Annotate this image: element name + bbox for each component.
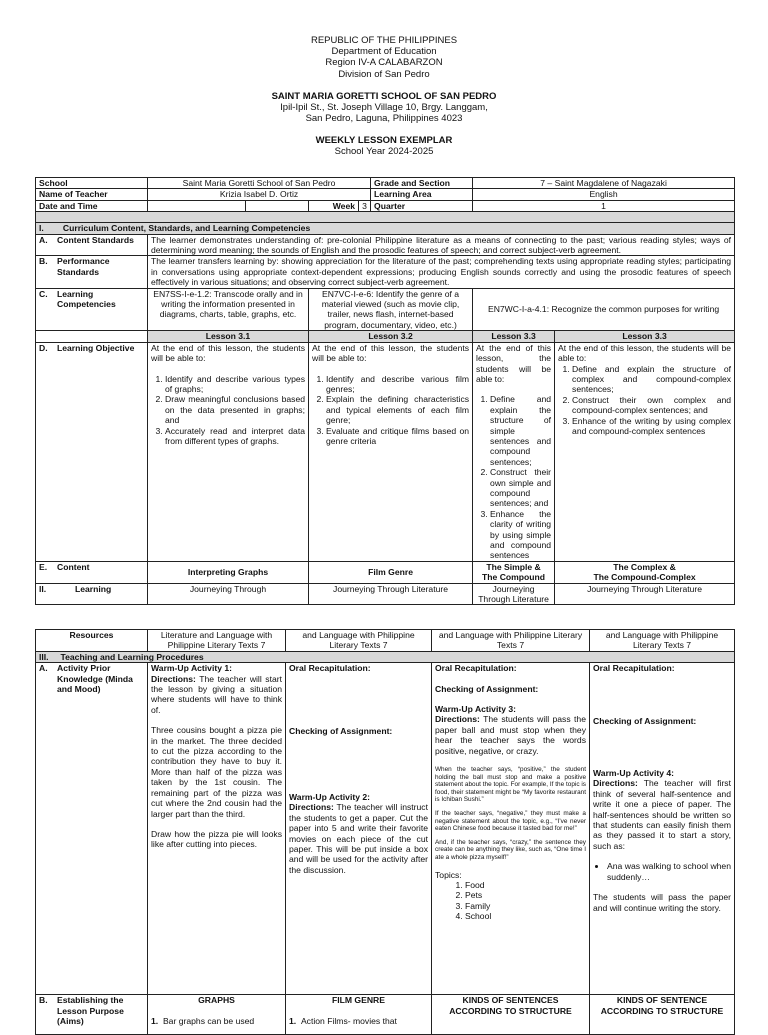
resource-cont-3: and Language with Philippine Literary Texts 7: [432, 630, 590, 652]
content-standards-text: The learner demonstrates understanding of: pre-colonial Philippine literature as a means of connecting to the past; various reading styles; ways of determining word meaning; the sounds of English and the prosodic features of speech; and correct subject-verb agreement.: [148, 234, 735, 256]
document-title: WEEKLY LESSON EXEMPLAR: [315, 135, 453, 146]
date-label: Date and Time: [36, 200, 148, 211]
warmup-activity-3: Oral Recapitulation: Checking of Assignment: Warm-Up Activity 3: Directions: The students will pass the paper ball and must stop when they hear the teacher says the words positive, negative, or crazy. When the teacher says, “positive,” the student holding the ball must stop and make a positive statement about the topic. For example, If the topic is food, their statement might be “My favorite restaurant is Ichiban Sushi.” If the teacher says, “negative,” they must make a negative statement about the topic, e.g., “I’ve never eaten Chinese food because it tasted bad for me!” And, if the teacher says, “crazy,” the sentence they create can be anything they like, such as, “One time I ate a whole pizza myself!” Topics: 1. Food 2. Pets 3. Family 4. School: [432, 663, 590, 995]
purpose-kinds-sentences-1: KINDS OF SENTENCES ACCORDING TO STRUCTURE: [432, 995, 590, 1035]
content-label: E. Content: [36, 561, 148, 583]
objective-label: D. Learning Objective: [36, 342, 148, 561]
area-label: Learning Area: [371, 189, 473, 200]
week-label: Week: [309, 200, 359, 211]
resource-2: Journeying Through Literature: [309, 583, 473, 605]
purpose-kinds-sentences-2: KINDS OF SENTENCE ACCORDING TO STRUCTURE: [590, 995, 735, 1035]
performance-standards-label: B. Performance Standards: [36, 256, 148, 288]
republic-line: REPUBLIC OF THE PHILIPPINES: [310, 35, 458, 46]
purpose-film-genre: FILM GENRE 1. Action Films- movies that: [286, 995, 432, 1035]
content-2: Film Genre: [309, 561, 473, 583]
school-label: School: [36, 178, 148, 189]
content-4: The Complex & The Compound-Complex: [555, 561, 735, 583]
section1-num: I.: [39, 223, 44, 234]
school-year: School Year 2024-2025: [334, 146, 434, 158]
competency-3: EN7WC-I-a-4.1: Recognize the common purposes for writing: [473, 288, 735, 331]
teacher-value: Krizia Isabel D. Ortiz: [148, 189, 371, 200]
spacer-row: [36, 212, 735, 223]
lesson-header-4: Lesson 3.3: [555, 331, 735, 342]
content-1: Interpreting Graphs: [148, 561, 309, 583]
school-address-1: Ipil-Ipil St., St. Joseph Village 10, Brgy. Langgam,: [280, 102, 488, 114]
resource-1: Journeying Through: [148, 583, 309, 605]
date-value: [148, 200, 246, 211]
purpose-graphs: GRAPHS 1. Bar graphs can be used: [148, 995, 286, 1035]
activity-prior-label: A. Activity Prior Knowledge (Minda and Mood): [36, 663, 148, 995]
teacher-label: Name of Teacher: [36, 189, 148, 200]
content-3: The Simple & The Compound: [473, 561, 555, 583]
warmup-activity-4: Oral Recapitulation: Checking of Assignment: Warm-Up Activity 4: Directions: The teacher will first think of several half-sentence and write it one a piece of paper. The half-sentences should be written so that students can easily finish them as they passed it to start a story, such as: • Ana was walking to school when suddenly… The students will pass the paper and will continue writing the story.: [590, 663, 735, 995]
resource-4: Journeying Through Literature: [555, 583, 735, 605]
performance-standards-text: The learner transfers learning by: showing appreciation for the literature of the past; comprehending texts using appropriate reading styles; participating in conversations using appropriate context-dependent expressions; producing English sounds correctly and using the prosodic features of speech effectively in various situations; and observing correct subject-verb agreement.: [148, 256, 735, 288]
warmup-activity-1: Warm-Up Activity 1: Directions: The teacher will start the lesson by giving a situation where students will have to think of. Three cousins bought a pizza pie in the market. The three decided to cut the pizza according to the contribution they have to buy it. More than half of the pizza was taken by the 1st cousin. The remaining part of the pizza was cut where the 2nd cousin had the larger part than the third. Draw how the pizza pie will looks like after cutting into pieces.: [148, 663, 286, 995]
lesson-header-1: Lesson 3.1: [148, 331, 309, 342]
resource-cont-1: Literature and Language with Philippine Literary Texts 7: [148, 630, 286, 652]
school-name: SAINT MARIA GORETTI SCHOOL OF SAN PEDRO: [271, 91, 497, 102]
resource-cont-2: and Language with Philippine Literary Texts 7: [286, 630, 432, 652]
resource-3: Journeying Through Literature: [473, 583, 555, 605]
lesson-header-blank: [36, 331, 148, 342]
competency-2: EN7VC-I-e-6: Identify the genre of a material viewed (such as movie clip, trailer, news flash, internet-based program, documentary, video, etc.): [309, 288, 473, 331]
competencies-label: C. Learning Competencies: [36, 288, 148, 331]
resources-label: Resources: [36, 630, 148, 652]
division-line: Division of San Pedro: [338, 68, 430, 80]
lesson-header-3: Lesson 3.3: [473, 331, 555, 342]
school-address-2: San Pedro, Laguna, Philippines 4023: [305, 113, 463, 125]
area-value: English: [473, 189, 735, 200]
department-line: Department of Education: [331, 46, 437, 58]
objective-3: At the end of this lesson, the students will be able to: 1. Define and explain the structure of simple sentences and compound sentences; 2. Construct their own simple and compound sentences; and 3. Enhance the clarity of writing by using simple and compound sentences: [473, 342, 555, 561]
lesson-header-2: Lesson 3.2: [309, 331, 473, 342]
warmup-activity-2: Oral Recapitulation: Checking of Assignment: Warm-Up Activity 2: Directions: The teacher will instruct the students to get a paper. Cut the paper into 5 and write their favorite movies on each piece of the cut paper. This will be put inside a box and will be used for the activity after the discussion.: [286, 663, 432, 995]
quarter-label: Quarter: [371, 200, 473, 211]
competency-1: EN7SS-I-e-1.2: Transcode orally and in writing the information presented in diagrams, charts, table, graphs, etc.: [148, 288, 309, 331]
lesson-purpose-label: B. Establishing the Lesson Purpose (Aims): [36, 995, 148, 1035]
quarter-value: 1: [473, 200, 735, 211]
lesson-table-page2: [35, 629, 735, 1035]
section1-heading: [36, 223, 735, 234]
lesson-table-page1: [35, 177, 735, 605]
grade-value: 7 – Saint Magdalene of Nagazaki: [473, 178, 735, 189]
grade-label: Grade and Section: [371, 178, 473, 189]
section1-title: Curriculum Content, Standards, and Learning Competencies: [62, 223, 311, 234]
learning-resources-label: II. Learning: [36, 583, 148, 605]
content-standards-label: A. Content Standards: [36, 234, 148, 256]
time-value: [246, 200, 309, 211]
document-header: [0, 35, 768, 80]
section3-heading: III. Teaching and Learning Procedures: [36, 651, 735, 662]
objective-4: At the end of this lesson, the students will be able to: 1. Define and explain the structure of complex and compound-complex sentences; 2. Construct their own complex and compound-complex sentences; and 3. Enhance of the writing by using complex and compound-complex sentences: [555, 342, 735, 561]
week-value: 3: [359, 200, 371, 211]
resource-cont-4: and Language with Philippine Literary Texts 7: [590, 630, 735, 652]
school-block: [0, 91, 768, 125]
objective-1: At the end of this lesson, the students will be able to: 1. Identify and describe various types of graphs; 2. Draw meaningful conclusions based on the data presented in graphs; and 3. Accurately read and interpret data from different types of graphs.: [148, 342, 309, 561]
objective-2: At the end of this lesson, the students will be able to: 1. Identify and describe various film genres; 2. Explain the defining characteristics and typical elements of each film genre; 3. Evaluate and critique films based on genre criteria: [309, 342, 473, 561]
region-line: Region IV-A CALABARZON: [325, 57, 443, 69]
title-block: [0, 135, 768, 157]
school-value: Saint Maria Goretti School of San Pedro: [148, 178, 371, 189]
